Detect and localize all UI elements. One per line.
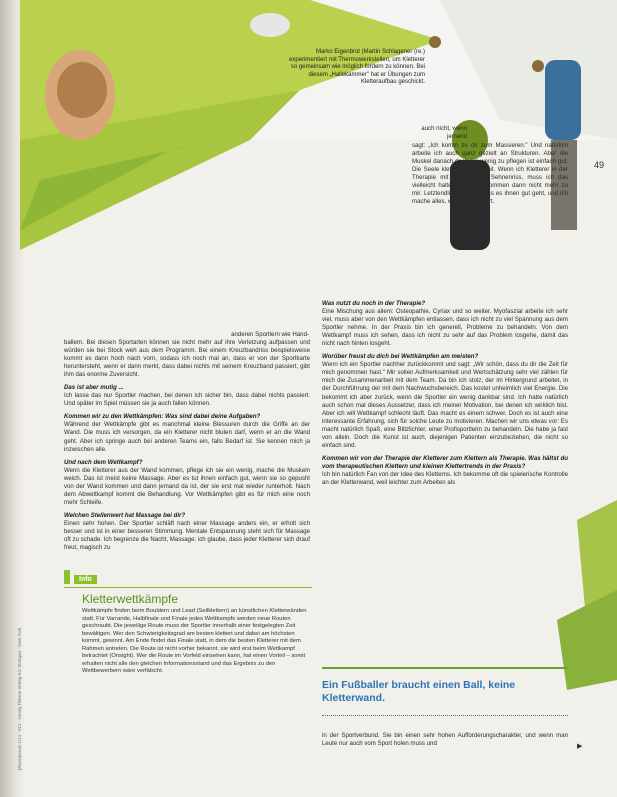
paragraph <box>64 339 310 379</box>
paragraph-text: Ich lasse das nur Sportler machen, bei denen ich sicher bin, dass dabei nichts passiert. Und später im Spiel müssen sie ja auch fallen können. <box>64 392 310 408</box>
text-fragment-top-right: auch nicht, wenn jemand <box>421 125 467 141</box>
left-text-column <box>64 339 310 557</box>
paragraph-text: Wenn ich ein Sportler nachher zurückkommt und sagt: „Wir schön, dass du dir die Zeit für mich genommen hast." Mir sollen Aufmerksamkeit und Wertschätzung sehr viel zählen für mich die Zusammenarbeit mit dem Team. Da bin ich stolz, der im Hintergrund arbeitet, in der Durchführung der mit dem Nachwuchsbereich. Das kostet unheimlich viel Energie. Die bekommt ich aber zurück, wenn die Sportler ein wenig dankbar sind. Ich hatte natürlich auch schon mal dieses Aussetzer, dass ich meiner Motivation, bei denen ich wirklich bist. Aber ich will Wettkampf schlecht läuft. Das macht es einem schwer. Doch es ist auch eine interessante Erfahrung, sich für solche Leute zu motivieren. Machen wir uns etwas vor: Es macht natürlich Spaß, eine Blitzlichter, einer Profisportlerin zu behandeln. Die habe ja fast von allein. Doch die Kunst ist auch, diejenigen Patienten einzubeziehen, die nicht so einfach sind. <box>322 361 568 449</box>
paragraph <box>64 459 310 507</box>
paragraph-text: Während der Wettkämpfe gibt es manchmal kleine Blessuren durch die Griffe an der Wand. Die muss ich versorgen, da ein Kletterer nicht bluten darf, wenn er an die Wand geht. Aber ich springe auch bei anderen Teams ein, falls Bedarf ist. Sie kennen mich ja inzwischen alle. <box>64 421 310 453</box>
paragraph <box>64 413 310 453</box>
paragraph-text: Wenn die Kletterer aus der Wand kommen, pflege ich sie ein wenig, mache die Muskeln weich. Das ist meist keine Massage. Aber es tut ihnen einfach gut, wenn sie so gepusht von der Wand kommen und dann jemand da ist, der sie erst mal wieder runterholt. Nach dem Abwettkampf kommt die Behandlung. Vor Wettkämpfen gibt es für mich eine noch mehr Schleife. <box>64 466 310 506</box>
paragraph-text: ballern. Bei diesen Sportarten können sie nicht mehr auf ihre Verletzung aufpassen und würden sie bei Stock weh aus dem Programm. Bei einem Kreuzbandriss beispielsweise kommt es dann hoch nach vorn, sodass ich noch mal an, dass er von der Sportkarte heruntersteht, wenn er dann merkt, dass dabei nichts mit seinem Kreuzband passiert, gibt ihm das enorme Zuversicht. <box>64 339 310 379</box>
paragraph <box>64 512 310 552</box>
info-body: Wettkämpfe finden beim Bouldern und Lead (Seilklettern) an künstlichen Kletterwänden statt. Für Varrande, Halbfinale und Finale jedes Wettkampfs werden neue Routen geschraubt. Die jeweilige Route muss der Sportler innerhalb einer festgelegten Zeit bewältigen. Wer den Schwierigkeitsgrad am besten klettert und dabei am höchsten kommt, gewinnt. Am Ende findet das Finale statt, in dem die besten Kletterer mit dem Rahmen antreten. Die Route ist nicht vorher bekannt, sie wird erst beim Wettkampf betrachtet (Onsight). Wer die Route im Vorfeld einsehen kann, hat einen Vorteil – somit erhalten nicht alle den gleichen Informationsstand und das Ergebnis zu den Wettbewerbern wäre verfälscht. <box>82 608 307 674</box>
info-box <box>64 568 312 676</box>
paragraph <box>322 300 568 348</box>
continue-arrow-icon: ▶ <box>577 743 583 750</box>
paragraph-text: Einen sehr hohen. Der Sportler schläft nach einer Massage anders ein, er erholt sich besser und ist in einer besseren Stimmung. Mentale Entspannung steht sich für Massage oft zu schade. Ich begrenze die Nacht, Massage; ich glaube, dass jeder Kletterer sich drauf freut, magisch zu <box>64 519 310 552</box>
pull-quote-rule <box>322 715 568 716</box>
info-tag: Info <box>74 575 97 584</box>
right-text-column-lower <box>322 296 568 492</box>
question-heading: Welchen Stellenwert hat Massage bei dir? <box>64 511 186 519</box>
paragraph <box>322 353 568 450</box>
question-heading: Worüber freust du dich bei Wettkämpfen am meisten? <box>322 353 479 361</box>
text-fragment-top-left: anderen Sportlern wie Hand- <box>231 331 309 338</box>
paragraph-text: sagt: „Ich komm zu dir zum Massieren." Und natürlich arbeite ich auch ganz gezielt an Strukturen. Aber die Muskel danach doch ein wenig zu pflegen ist einfach gut. Die Seele klettert ja auch mit. Wenn ich Kletterer in der Therapie mit Bänder und Sehnenriss, muss ich das vielleicht halten, aber sie kommen dann nicht mehr zu mir. Letztendlich will ich, dass es ihnen gut geht, und ich mache alles, was dazu gehört. <box>412 142 568 206</box>
page-number: 49 <box>594 160 605 170</box>
paragraph <box>322 455 568 487</box>
paragraph <box>412 142 568 206</box>
question-heading: Das ist aber mutig ... <box>64 384 124 392</box>
photo-caption: Marko Eigenbrot (Martin Schlagener (re.) experimentiert mit Thermowerkstellen, um Kletterer so gemeinsam wie möglich fordern zu können. Bei diesem „Hallekammer" hat er Übungen zum Kletteraufbau geschickt. <box>289 49 425 86</box>
paragraph-text: Ich bin natürlich Fan von der Idee des Kletterns. Ich bekomme oft die spielerische Kontrolle an der Kletterwand, weil leichter zum Arbeiten als <box>322 470 568 486</box>
pull-quote-text: Ein Fußballer braucht einen Ball, keine Kletterwand. <box>322 679 516 704</box>
info-title: Kletterwettkämpfe <box>82 592 179 606</box>
info-accent-bar <box>64 570 70 584</box>
side-credit-text: physiopraxis 1/14 · 012 · Georg Thieme Verlag KG Stuttgart · New York <box>17 627 22 770</box>
paragraph <box>64 384 310 408</box>
question-heading: Und nach dem Wettkampf? <box>64 458 143 466</box>
right-text-column <box>412 142 568 211</box>
question-heading: Was nutzt du noch in der Therapie? <box>322 300 426 307</box>
info-tag-row <box>64 568 312 588</box>
side-credit <box>3 380 43 780</box>
question-heading: Kommen wir zu den Wettkämpfen: Was sind dabei deine Aufgaben? <box>64 413 261 421</box>
paragraph-text: Eine Mischung aus allem: Osteopathie, Cyriax und so weiter. Myofaszial arbeite ich sehr viel, muss aber von den Wettkämpfen entlassen, dass ich nicht zu viel Spannung aus dem Sportler nehme. In der Praxis bin ich generell, Probleme zu behandeln. Von dem Wettkampf muss ich sehen, dass ich nicht zu sehr auf das Problem losgehe, damit das nicht nach hinten losgeht. <box>322 308 568 348</box>
question-heading: Kommen wir von der Therapie der Kletterer zum Klettern als Therapie. Was hältst du vom therapeutischen Klettern und kleinen Klettertrends in der Praxis? <box>322 454 568 470</box>
pull-quote <box>322 667 568 716</box>
bottom-text: in der Sportverbund. Sie bin einen sehr hohen Aufforderungscharakter, und wenn man Leute nur auch vom Sport holen muss und <box>322 732 568 748</box>
